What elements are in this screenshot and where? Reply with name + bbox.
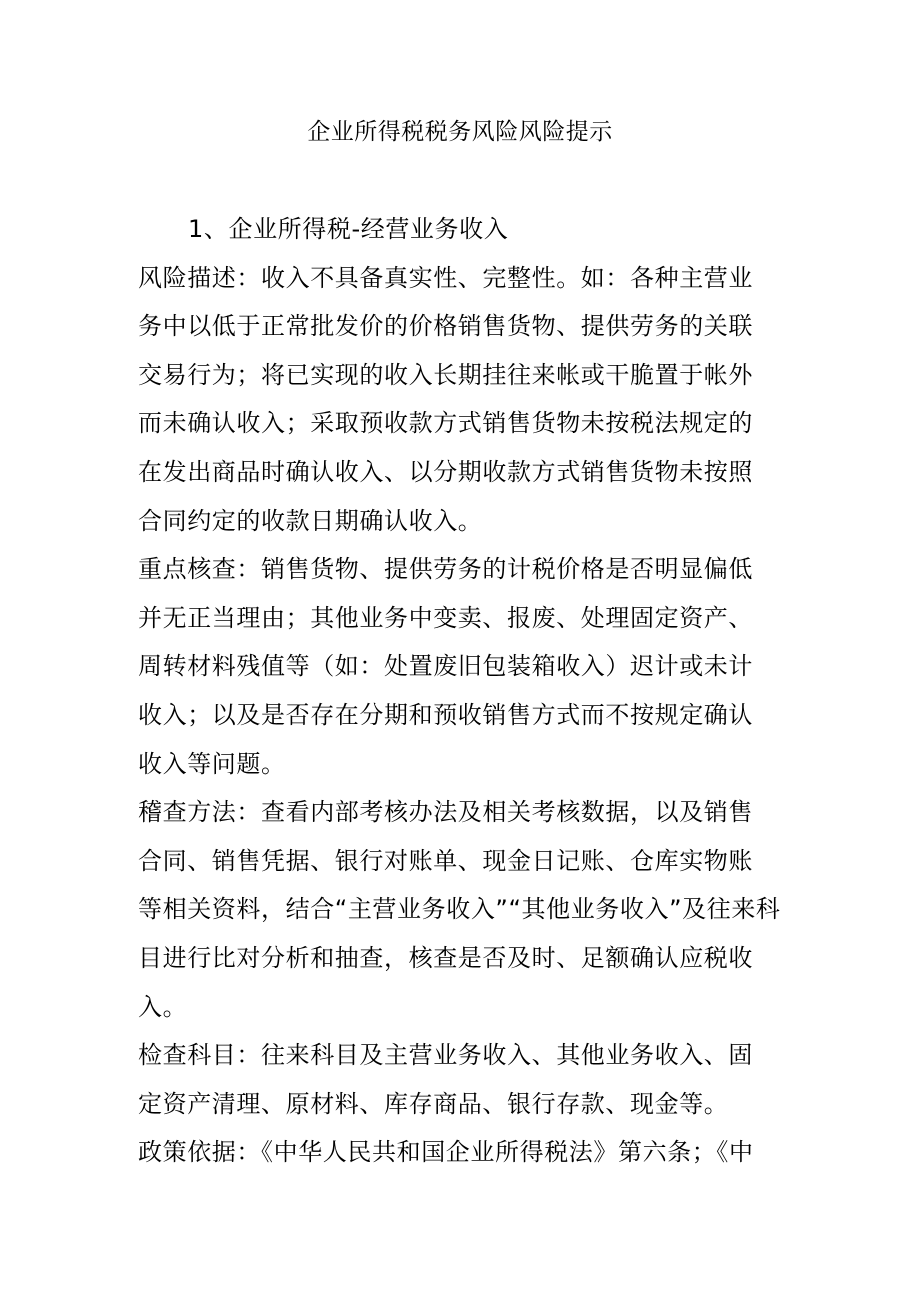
text-line: 合同、销售凭据、银行对账单、现金日记账、仓库实物账 [138,846,753,875]
text-line: 并无正当理由；其他业务中变卖、报废、处理固定资产、 [138,603,753,632]
text-line: 检查科目：往来科目及主营业务收入、其他业务收入、固 [138,1041,753,1070]
section-heading: 1、企业所得税-经营业务收入 [188,215,509,243]
text-line: 收入等问题。 [138,749,286,778]
text-line: 等相关资料，结合“主营业务收入”“其他业务收入”及往来科 [138,895,781,924]
text-line: 政策依据：《中华人民共和国企业所得税法》第六条；《中 [138,1138,754,1167]
text-line: 目进行比对分析和抽查，核查是否及时、足额确认应税收 [138,943,753,972]
text-line: 收入；以及是否存在分期和预收销售方式而不按规定确认 [138,700,753,729]
text-line: 合同约定的收款日期确认收入。 [138,506,483,535]
text-line: 周转材料残值等（如：处置废旧包装箱收入）迟计或未计 [138,652,753,681]
text-line: 务中以低于正常批发价的价格销售货物、提供劳务的关联 [138,312,753,341]
text-line: 而未确认收入；采取预收款方式销售货物未按税法规定的 [138,409,753,438]
text-line: 风险描述：收入不具备真实性、完整性。如：各种主营业 [138,263,753,292]
text-line: 入。 [138,992,188,1021]
text-line: 重点核查：销售货物、提供劳务的计税价格是否明显偏低 [138,555,753,584]
document-body [138,209,786,1181]
document-title: 企业所得税税务风险风险提示 [307,119,613,145]
text-line: 在发出商品时确认收入、以分期收款方式销售货物未按照 [138,457,753,486]
text-line: 定资产清理、原材料、库存商品、银行存款、现金等。 [138,1089,729,1118]
text-line: 稽查方法：查看内部考核办法及相关考核数据，以及销售 [138,798,753,827]
text-line: 交易行为；将已实现的收入长期挂往来帐或干脆置于帐外 [138,360,753,389]
